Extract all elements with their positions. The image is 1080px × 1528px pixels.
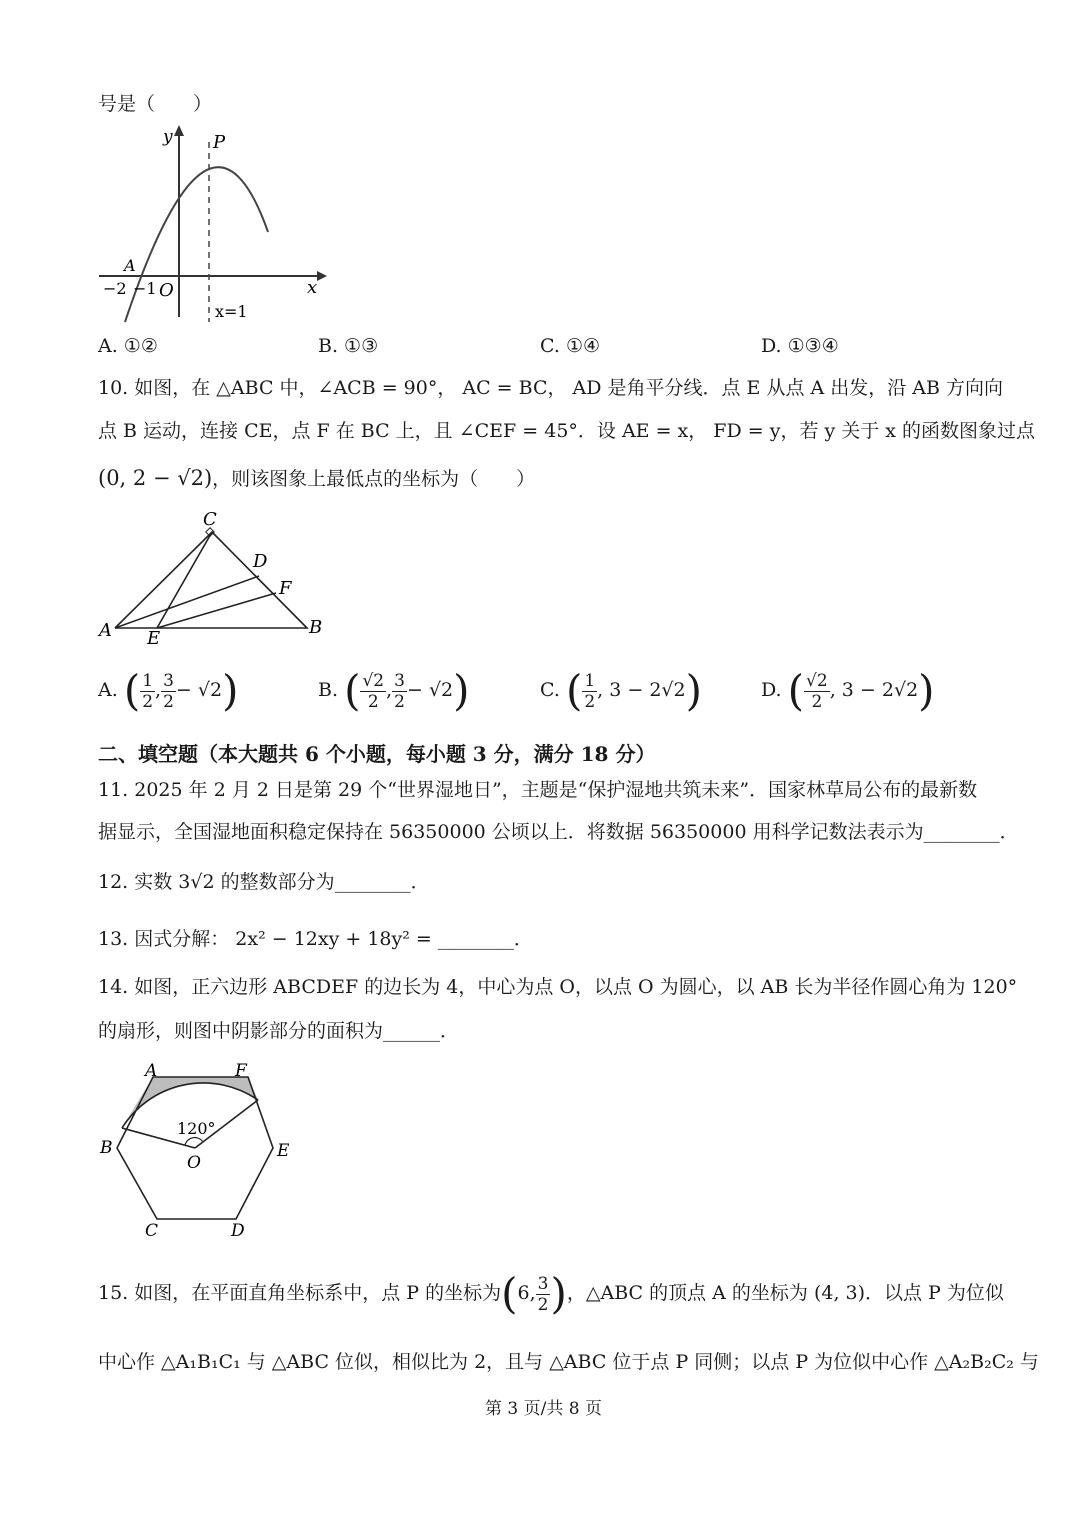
frac-y: $\frac{3}{2}$ — [163, 670, 174, 712]
label-y: y — [163, 127, 173, 147]
q10-triangle-figure — [95, 505, 335, 650]
option-letter: D. — [761, 679, 782, 701]
label-C: C — [145, 1221, 159, 1241]
label-F: F — [279, 578, 292, 599]
q10-option-a[interactable]: A. ( $\frac{1}{2}$ , $\frac{3}{2}$ − √2) — [98, 666, 239, 715]
q13-text: 13. 因式分解： 2x² − 12xy + 18y² = ________． — [98, 928, 533, 950]
frac-p-y: $\frac{3}{2}$ — [537, 1273, 549, 1315]
label-F: F — [235, 1061, 247, 1081]
label-D: D — [253, 551, 268, 572]
y-axis-arrow — [174, 125, 184, 136]
q14-line2: 的扇形，则图中阴影部分的面积为______． — [98, 1020, 460, 1042]
q9-parabola-graph — [95, 122, 330, 327]
q10-option-b[interactable]: B. ( $\frac{√2}{2}$ , $\frac{3}{2}$ − √2) — [318, 666, 470, 715]
label-A: A — [99, 620, 112, 641]
label-C: C — [203, 509, 217, 530]
label-B: B — [100, 1138, 113, 1158]
q9-option-b[interactable]: B. ①③ — [318, 335, 379, 357]
q9-option-c[interactable]: C. ①④ — [540, 335, 601, 357]
option-letter: C. — [540, 679, 560, 701]
frac-x: $\frac{√2}{2}$ — [806, 670, 828, 712]
q15-line2: 中心作 △A₁B₁C₁ 与 △ABC 位似，相似比为 2，且与 △ABC 位于点 P 同侧；以点 P 为位似中心作 △A₂B₂C₂ 与 — [98, 1351, 1039, 1373]
q10-option-d[interactable]: D. ( $\frac{√2}{2}$ , 3 − 2√2) — [761, 666, 935, 715]
label-axis-line: x=1 — [215, 302, 248, 321]
q14-line1: 14. 如图，正六边形 ABCDEF 的边长为 4，中心为点 O，以点 O 为圆心，以 AB 长为半径作圆心角为 120° — [98, 976, 1018, 998]
q10-line1: 10. 如图，在 △ABC 中，∠ACB = 90°， AC = BC， AD 是角平分线．点 E 从点 A 出发，沿 AB 方向向 — [98, 377, 1004, 399]
q10-option-c[interactable]: C. ( $\frac{1}{2}$ , 3 − 2√2) — [540, 666, 703, 715]
q11-line2: 据显示，全国湿地面积稳定保持在 56350000 公顷以上．将数据 56350000 用科学记数法表示为________． — [98, 821, 1019, 843]
q10-line3-tail: ，则该图象上最低点的坐标为（ ） — [212, 468, 536, 490]
q10-line3 — [98, 466, 535, 491]
label-P: P — [213, 132, 226, 153]
frac-x: $\frac{1}{2}$ — [142, 670, 154, 712]
q9-tail: 号是（ ） — [98, 93, 213, 115]
option-letter: B. — [318, 679, 339, 701]
label-E: E — [277, 1141, 290, 1161]
label-B: B — [309, 617, 323, 638]
label-D: D — [231, 1221, 245, 1241]
q9-option-d[interactable]: D. ①③④ — [761, 335, 839, 357]
label-neg1: −1 — [133, 279, 157, 298]
frac-x: $\frac{1}{2}$ — [584, 670, 596, 712]
label-O: O — [159, 280, 174, 301]
label-neg2: −2 — [103, 279, 127, 298]
q10-line2: 点 B 运动，连接 CE，点 F 在 BC 上，且 ∠CEF = 45°．设 AE = x， FD = y，若 y 关于 x 的函数图象过点 — [98, 420, 1036, 442]
label-O: O — [187, 1153, 201, 1173]
x-axis-arrow — [317, 271, 327, 281]
q14-hexagon-figure — [95, 1058, 305, 1243]
q10-point: (0, 2 − √2) — [98, 466, 213, 490]
label-A: A — [145, 1061, 158, 1081]
label-angle: 120° — [177, 1119, 216, 1138]
segment-ad — [115, 576, 259, 628]
frac-y: $\frac{3}{2}$ — [394, 670, 405, 712]
page-footer: 第 3 页/共 8 页 — [485, 1399, 602, 1419]
q12-text: 12. 实数 3√2 的整数部分为________． — [98, 871, 430, 893]
q11-line1: 11. 2025 年 2 月 2 日是第 29 个“世界湿地日”，主题是“保护湿地共筑未来”．国家林草局公布的最新数 — [98, 779, 978, 801]
section-heading: 二、填空题（本大题共 6 个小题，每小题 3 分，满分 18 分） — [98, 742, 656, 766]
label-x: x — [307, 277, 318, 298]
q15-line1: 15. 如图，在平面直角坐标系中，点 P 的坐标为(6, $\frac{3}{2}$ )，△ABC 的顶点 A 的坐标为 (4, 3)．以点 P 为位似 — [98, 1269, 1004, 1318]
option-letter: A. — [98, 679, 118, 701]
label-E: E — [147, 628, 161, 649]
label-A: A — [124, 256, 136, 275]
q9-option-a[interactable]: A. ①② — [98, 335, 158, 357]
frac-x: $\frac{√2}{2}$ — [362, 670, 385, 712]
parabola-curve — [125, 167, 268, 322]
